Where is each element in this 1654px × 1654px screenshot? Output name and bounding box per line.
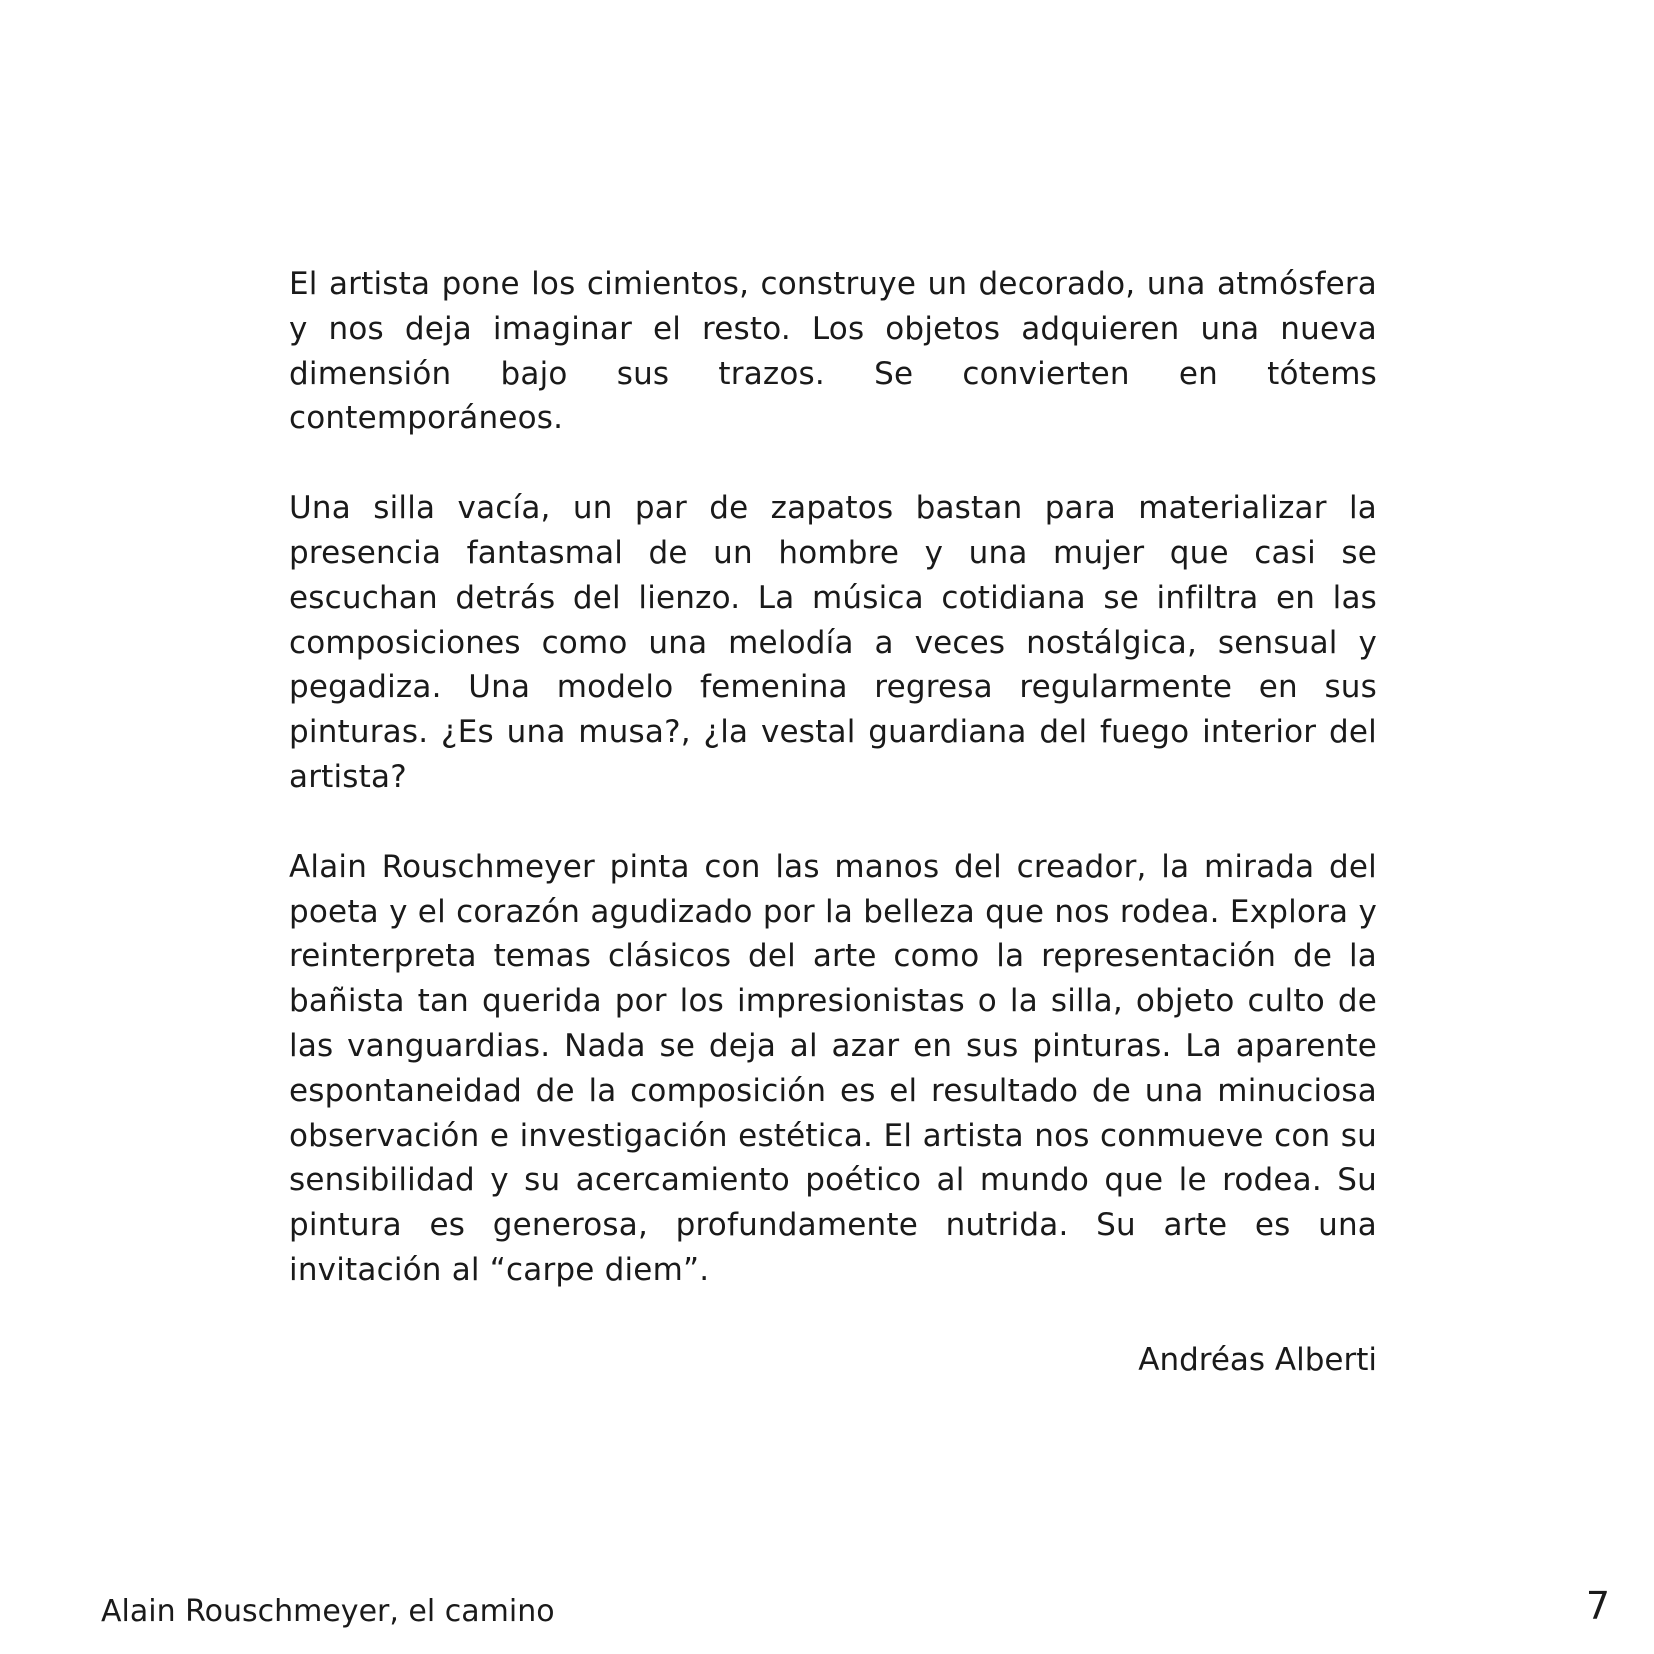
author-signature: Andréas Alberti: [1138, 1341, 1377, 1378]
footer-title: Alain Rouschmeyer, el camino: [101, 1594, 555, 1629]
paragraph-3: Alain Rouschmeyer pinta con las manos del creador, la mirada del poeta y el corazón agudizado por la belleza que nos rodea. Explora y reinterpreta temas clásicos del arte como la representación de la bañista tan querida por los impresionistas o la silla, objeto culto de las vanguardias. Nada se deja al azar en sus pinturas. La aparente espontaneidad de la composición es el resultado de una minuciosa observación e investigación estética. El artista nos conmueve con su sensibilidad y su acercamiento poético al mundo que le rodea. Su pintura es generosa, profundamente nutrida. Su arte es una invitación al “carpe diem”.: [289, 848, 1377, 1288]
paragraph-1: El artista pone los cimientos, construye un decorado, una atmósfera y nos deja imaginar el resto. Los objetos adquieren una nueva dimensión bajo sus trazos. Se convierten en tótems contemporáneos.: [289, 266, 1377, 437]
page-number: 7: [1585, 1584, 1610, 1628]
essay-text: [289, 262, 1377, 1383]
paragraph-2: Una silla vacía, un par de zapatos bastan para materializar la presencia fantasmal de un hombre y una mujer que casi se escuchan detrás del lienzo. La música cotidiana se infiltra en las composiciones como una melodía a veces nostálgica, sensual y pegadiza. Una modelo femenina regresa regularmente en sus pinturas. ¿Es una musa?, ¿la vestal guardiana del fuego interior del artista?: [289, 490, 1377, 795]
